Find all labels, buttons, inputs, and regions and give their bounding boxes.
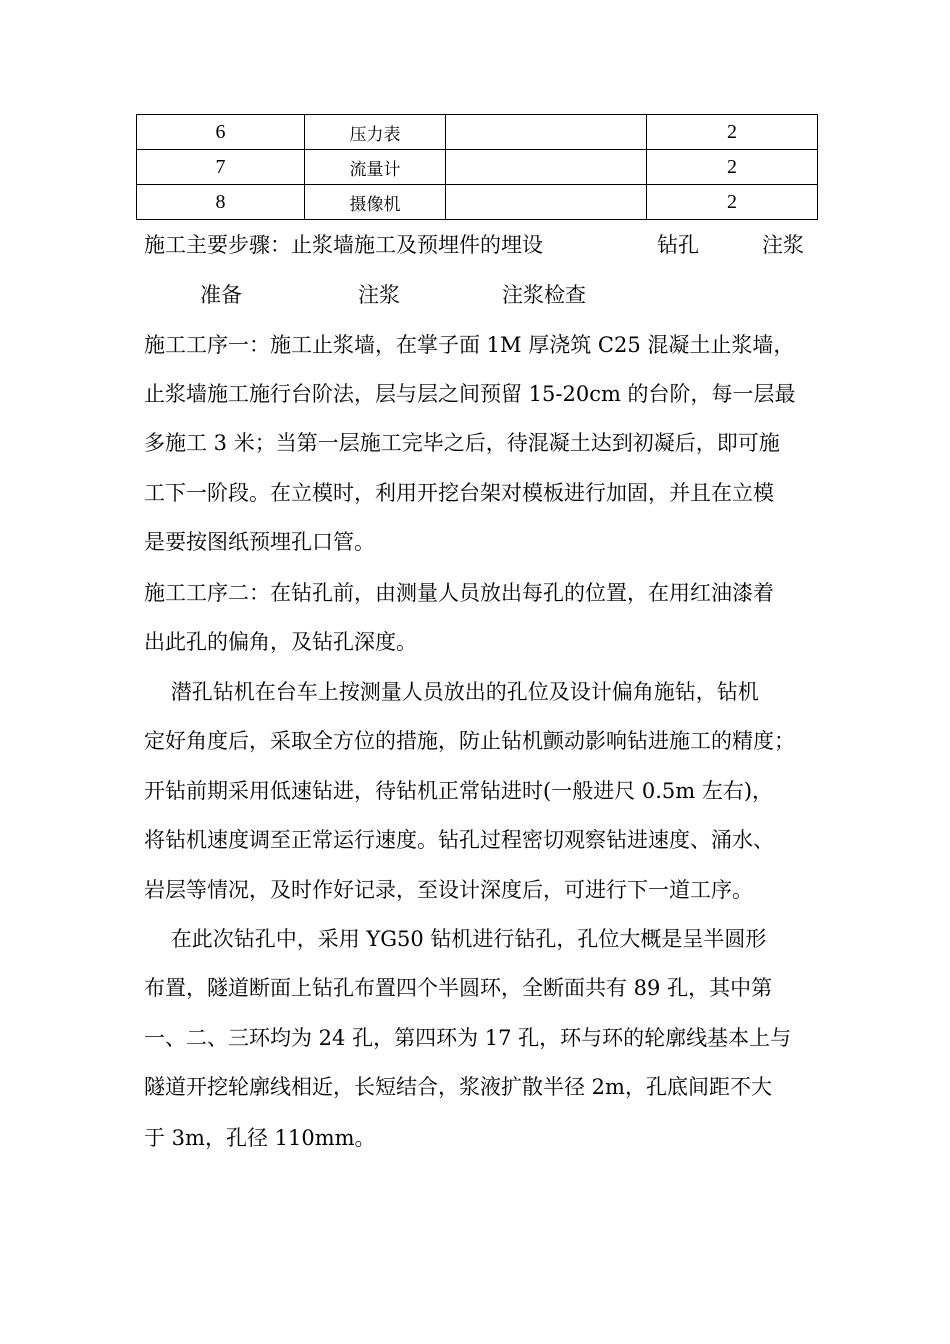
step-grout-check: 注浆检查 (502, 283, 586, 307)
equipment-table (136, 114, 818, 220)
table-row (137, 150, 818, 185)
step-drill: 钻孔 (657, 233, 699, 257)
paragraph-line: 于 3m，孔径 110mm。 (144, 1126, 376, 1150)
equipment-spec (446, 115, 647, 150)
equipment-name: 摄像机 (305, 185, 446, 220)
equipment-quantity: 2 (647, 115, 818, 150)
paragraph-line: 是要按图纸预埋孔口管。 (144, 530, 375, 554)
paragraph-line: 施工工序一：施工止浆墙，在掌子面 1M 厚浇筑 C25 混凝土止浆墙， (144, 333, 795, 357)
equipment-name: 压力表 (305, 115, 446, 150)
paragraph-line: 在此次钻孔中，采用 YG50 钻机进行钻孔，孔位大概是呈半圆形 (144, 927, 767, 951)
paragraph-line: 岩层等情况，及时作好记录，至设计深度后，可进行下一道工序。 (144, 878, 753, 902)
row-number: 8 (137, 185, 305, 220)
step-grout-2: 注浆 (358, 283, 400, 307)
paragraph-line: 出此孔的偏角，及钻孔深度。 (144, 630, 417, 654)
equipment-spec (446, 185, 647, 220)
paragraph-line: 施工工序二：在钻孔前，由测量人员放出每孔的位置，在用红油漆着 (144, 581, 774, 605)
paragraph-line: 开钻前期采用低速钻进，待钻机正常钻进时(一般进尺 0.5m 左右)， (144, 779, 774, 803)
table-row (137, 115, 818, 150)
step-grout: 注浆 (762, 233, 804, 257)
row-number: 7 (137, 150, 305, 185)
paragraph-line: 一、二、三环均为 24 孔，第四环为 17 孔，环与环的轮廓线基本上与 (144, 1026, 792, 1050)
paragraph-line: 隧道开挖轮廓线相近，长短结合，浆液扩散半径 2m，孔底间距不大 (144, 1075, 772, 1099)
equipment-quantity: 2 (647, 185, 818, 220)
steps-label: 施工主要步骤：止浆墙施工及预埋件的埋设 (144, 233, 543, 257)
paragraph-line: 布置，隧道断面上钻孔布置四个半圆环，全断面共有 89 孔，其中第 (144, 976, 773, 1000)
equipment-quantity: 2 (647, 150, 818, 185)
table-row (137, 185, 818, 220)
steps-line-2 (144, 283, 604, 307)
paragraph-line: 定好角度后，采取全方位的措施，防止钻机颤动影响钻进施工的精度； (144, 729, 795, 753)
row-number: 6 (137, 115, 305, 150)
paragraph-line: 潜孔钻机在台车上按测量人员放出的孔位及设计偏角施钻，钻机 (144, 680, 759, 704)
equipment-spec (446, 150, 647, 185)
paragraph-line: 工下一阶段。在立模时，利用开挖台架对模板进行加固，并且在立模 (144, 481, 774, 505)
step-prep: 准备 (200, 283, 242, 307)
paragraph-line: 将钻机速度调至正常运行速度。钻孔过程密切观察钻进速度、涌水、 (144, 828, 774, 852)
paragraph-line: 多施工 3 米；当第一层施工完毕之后，待混凝土达到初凝后，即可施 (144, 431, 780, 455)
steps-line-1 (144, 233, 814, 257)
equipment-name: 流量计 (305, 150, 446, 185)
paragraph-line: 止浆墙施工施行台阶法，层与层之间预留 15-20cm 的台阶，每一层最 (144, 382, 796, 406)
